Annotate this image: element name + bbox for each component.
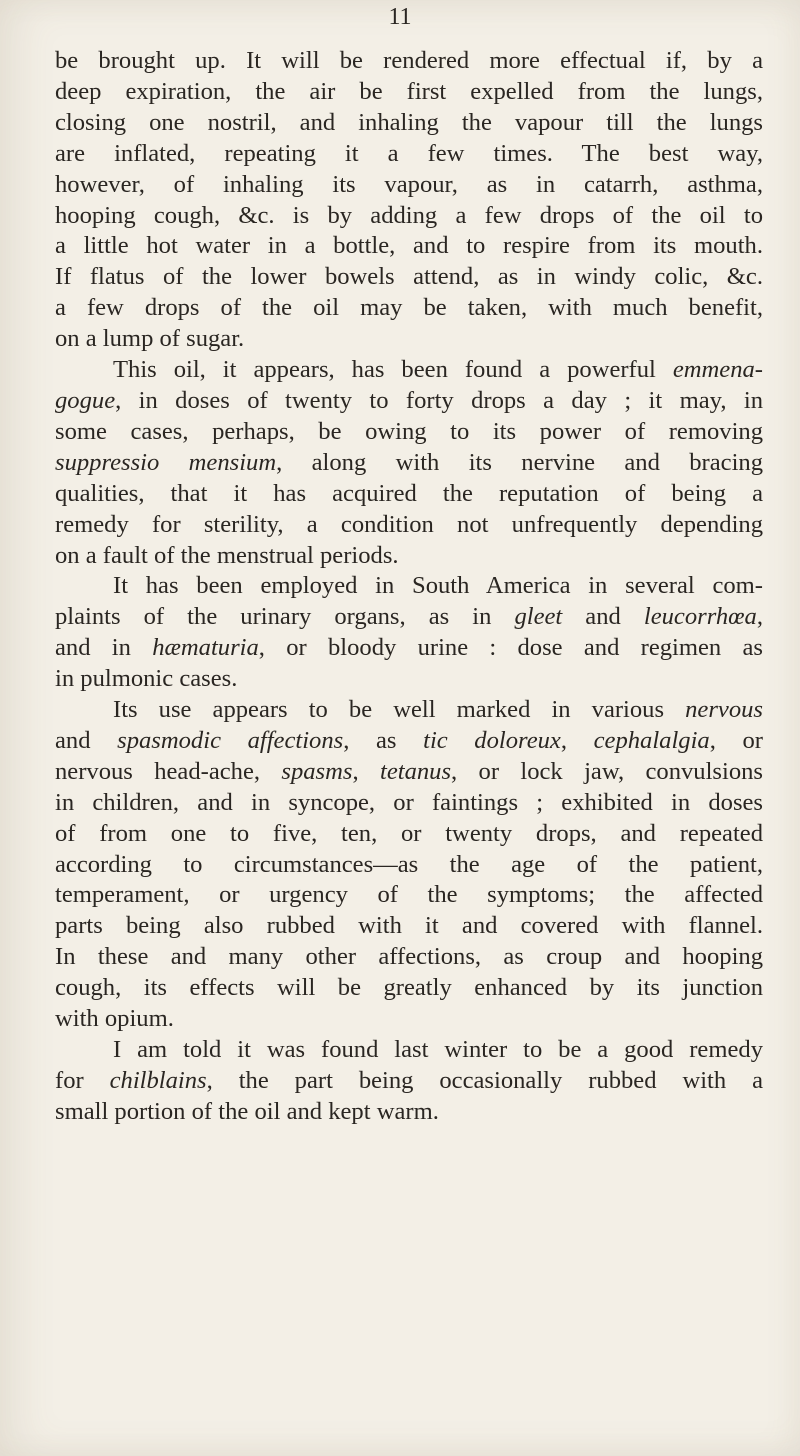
text-line: plaints of the urinary organs, as in gleet and leucorrhœa,	[55, 603, 764, 631]
paragraph	[55, 695, 763, 1035]
text-line: and in hæmaturia, or bloody urine : dose and regimen as	[55, 634, 763, 662]
text-line: I am told it was found last winter to be a good remedy	[113, 1036, 763, 1063]
text-line: be brought up. It will be rendered more effectual if, by a	[55, 47, 763, 74]
text-line: It has been employed in South America in several com-	[113, 572, 763, 600]
text-line: and spasmodic affections, as tic doloreux, cephalalgia, or	[55, 726, 763, 754]
text-line: small portion of the oil and kept warm.	[55, 1097, 439, 1125]
text-line: In these and many other affections, as croup and hooping	[55, 943, 763, 971]
text-line: some cases, perhaps, be owing to its power of removing	[55, 417, 763, 445]
text-line: cough, its effects will be greatly enhanced by its junction	[55, 974, 763, 1002]
text-line: with opium.	[55, 1005, 174, 1033]
paragraph	[55, 571, 763, 695]
text-line: Its use appears to be well marked in various nervous	[113, 696, 763, 724]
text-line: in children, and in syncope, or faintings ; exhibited in doses	[55, 788, 763, 816]
paragraph	[55, 1035, 763, 1128]
page-number: 11	[388, 4, 412, 30]
text-line: a few drops of the oil may be taken, with much benefit,	[55, 294, 763, 322]
text-line: closing one nostril, and inhaling the vapour till the lungs	[55, 108, 763, 136]
text-line: suppressio mensium, along with its nervine and bracing	[55, 448, 764, 476]
text-line: deep expiration, the air be first expelled from the lungs,	[55, 77, 763, 105]
text-line: temperament, or urgency of the symptoms; the affected	[55, 881, 763, 909]
text-line: however, of inhaling its vapour, as in catarrh, asthma,	[55, 170, 763, 198]
text-line: qualities, that it has acquired the reputation of being a	[55, 479, 763, 507]
text-line: in pulmonic cases.	[55, 665, 238, 693]
body-text	[55, 46, 763, 1128]
text-line: parts being also rubbed with it and covered with flannel.	[55, 912, 763, 940]
text-line: hooping cough, &c. is by adding a few drops of the oil to	[55, 201, 763, 229]
text-line: a little hot water in a bottle, and to respire from its mouth.	[55, 232, 763, 260]
text-line: gogue, in doses of twenty to forty drops a day ; it may, in	[55, 386, 763, 414]
text-line: of from one to five, ten, or twenty drops, and repeated	[55, 819, 763, 847]
text-line: on a fault of the menstrual periods.	[55, 541, 399, 569]
text-line: remedy for sterility, a condition not unfrequently depending	[55, 510, 763, 538]
paragraph	[55, 46, 763, 355]
text-line: on a lump of sugar.	[55, 325, 245, 353]
text-line: for chilblains, the part being occasionally rubbed with a	[55, 1066, 764, 1094]
text-line: This oil, it appears, has been found a powerful emmena-	[113, 356, 763, 384]
paragraph	[55, 355, 763, 571]
text-line: according to circumstances—as the age of the patient,	[55, 850, 763, 878]
text-line: nervous head-ache, spasms, tetanus, or lock jaw, convulsions	[55, 757, 763, 785]
text-line: are inflated, repeating it a few times. The best way,	[55, 139, 763, 167]
text-line: If flatus of the lower bowels attend, as in windy colic, &c.	[55, 263, 763, 291]
